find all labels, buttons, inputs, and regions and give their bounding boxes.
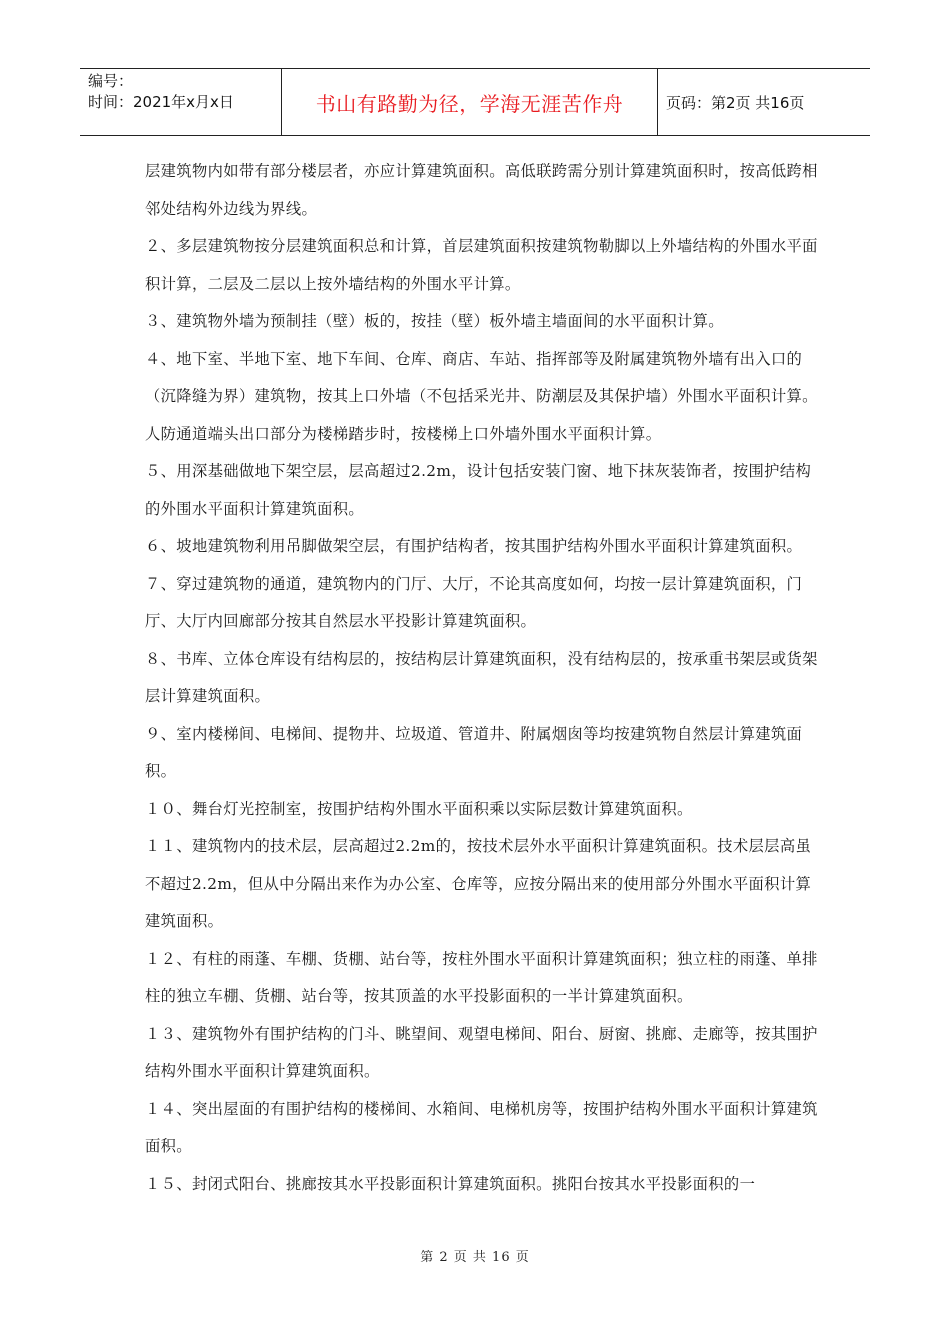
paragraph: ７、穿过建筑物的通道，建筑物内的门厅、大厅，不论其高度如何，均按一层计算建筑面积，门厅、大厅内回廊部分按其自然层水平投影计算建筑面积。 — [145, 574, 803, 630]
paragraph: ５、用深基础做地下架空层，层高超过2.2m，设计包括安装门窗、地下抹灰装饰者，按围护结构的外围水平面积计算建筑面积。 — [145, 462, 812, 518]
paragraph: ３、建筑物外墙为预制挂（壁）板的，按挂（壁）板外墙主墙面间的水平面积计算。 — [145, 312, 724, 330]
paragraph: １３、建筑物外有围护结构的门斗、眺望间、观望电梯间、阳台、厨窗、挑廊、走廊等，按其围护结构外围水平面积计算建筑面积。 — [145, 1024, 818, 1080]
header-meta — [80, 69, 282, 135]
paragraph: １１、建筑物内的技术层，层高超过2.2m的，按技术层外水平面积计算建筑面积。技术层层高虽不超过2.2m，但从中分隔出来作为办公室、仓库等，应按分隔出来的使用部分外围水平面积计算建筑面积。 — [145, 837, 812, 930]
paragraph: ２、多层建筑物按分层建筑面积总和计算，首层建筑面积按建筑物勒脚以上外墙结构的外围水平面积计算，二层及二层以上按外墙结构的外围水平计算。 — [145, 237, 818, 293]
paragraph: ４、地下室、半地下室、地下车间、仓库、商店、车站、指挥部等及附属建筑物外墙有出入口的（沉降缝为界）建筑物，按其上口外墙（不包括采光井、防潮层及其保护墙）外围水平面积计算。人防通道端头出口部分为楼梯踏步时，按楼梯上口外墙外围水平面积计算。 — [145, 349, 818, 443]
paragraph: ６、坡地建筑物利用吊脚做架空层，有围护结构者，按其围护结构外围水平面积计算建筑面积。 — [145, 537, 803, 555]
page-footer: 第 2 页 共 16 页 — [420, 1250, 530, 1265]
paragraph: ８、书库、立体仓库设有结构层的，按结构层计算建筑面积，没有结构层的，按承重书架层或货架层计算建筑面积。 — [145, 649, 818, 705]
paragraph: １２、有柱的雨蓬、车棚、货棚、站台等，按柱外围水平面积计算建筑面积；独立柱的雨蓬、单排柱的独立车棚、货棚、站台等，按其顶盖的水平投影面积的一半计算建筑面积。 — [145, 949, 818, 1005]
page-header — [80, 68, 870, 136]
paragraph: １０、舞台灯光控制室，按围护结构外围水平面积乘以实际层数计算建筑面积。 — [145, 799, 693, 818]
paragraph: １４、突出屋面的有围护结构的楼梯间、水箱间、电梯机房等，按围护结构外围水平面积计算建筑面积。 — [145, 1099, 818, 1155]
document-body — [145, 153, 825, 1203]
paragraph: ９、室内楼梯间、电梯间、提物井、垃圾道、管道井、附属烟囱等均按建筑物自然层计算建筑面积。 — [145, 724, 803, 780]
paragraph: 层建筑物内如带有部分楼层者，亦应计算建筑面积。高低联跨需分别计算建筑面积时，按高低跨相邻处结构外边线为界线。 — [145, 162, 818, 218]
header-motto: 书山有路勤为径，学海无涯苦作舟 — [282, 69, 658, 135]
paragraph: １５、封闭式阳台、挑廊按其水平投影面积计算建筑面积。挑阳台按其水平投影面积的一 — [145, 1174, 756, 1193]
header-page-info: 页码：第2页 共16页 — [666, 93, 805, 112]
document-number-label: 编号： — [88, 72, 134, 90]
document-date: 时间：2021年x月x日 — [88, 93, 234, 111]
